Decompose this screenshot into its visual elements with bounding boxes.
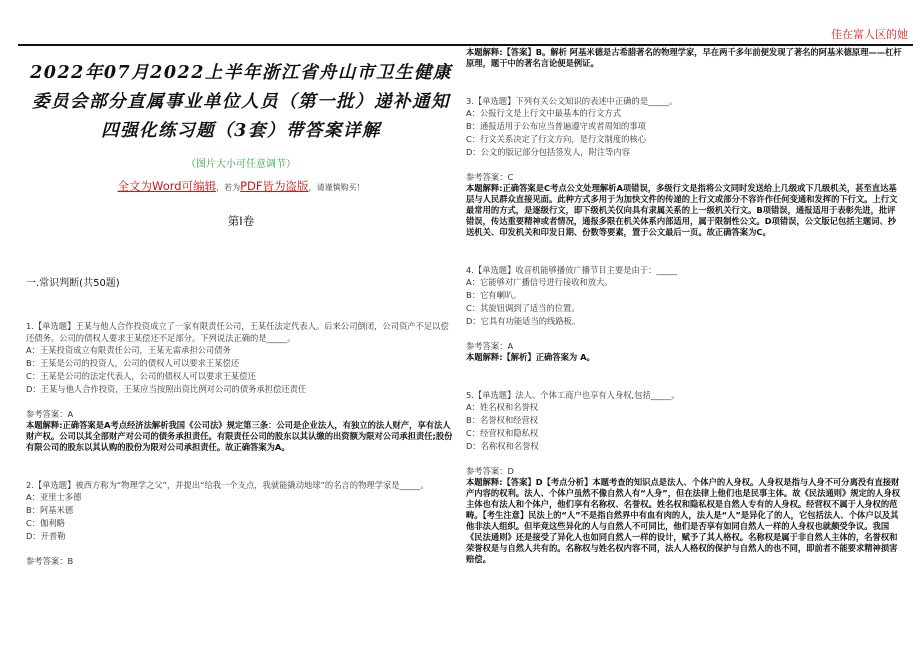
top-bar: [0, 0, 920, 45]
option-c: C：经营权和隐私权: [466, 428, 539, 438]
explanation: 本题解释:正确答案是A考点经济法解析我国《公司法》规定第三条：公司是企业法人，有独立的法人财产，享有法人财产权。公司以其全部财产对公司的债务承担责任。有限责任公司的股东以其认缴的出资额为限对公司承担责任;股份有限公司的股东以其认购的股份为限对公司承担责任。故正确答案为A。: [26, 420, 453, 452]
option-b: B：名誉权和经营权: [466, 415, 539, 425]
right-column: [466, 47, 902, 565]
answer: 参考答案：A: [26, 409, 74, 419]
question-stem: 5.【单选题】法人、个体工商户也享有人身权,包括_____。: [466, 390, 680, 400]
section-heading: 一.常识判断(共50题): [26, 278, 120, 289]
option-a: A：它能够对广播信号进行接收和放大。: [466, 277, 613, 287]
option-a: A：公报行文是上行文中最基本的行文方式: [466, 108, 622, 118]
explanation: 本题解释:【解析】正确答案为 A。: [466, 352, 595, 362]
option-a: A：王某投资成立有限责任公司，王某无需承担公司债务: [26, 345, 231, 355]
explanation: 本题解释:正确答案是C考点公文处理解析A项错误，多级行文是指将公文同时发送给上几级或下几级机关，甚至直达基层与人民群众直接见面。此种方式多用于为加快文件的传递的上行文或部分不容许作任何变通和发挥的下行文。上行文最常用的方式，是逐级行文，即下级机关仅向具有隶属关系的上一级机关行文。B项错误，通报适用于表彰先进，批评错误，传达重要精神或者情况，通报多限在机关体系内部适用，属于限制性公文。D项错误，公文版记包括主题词、抄送机关、印发机关和印发日期、份数等要素，置于公文最后一页。故正确答案为C。: [466, 183, 898, 237]
image-note: （图片大小可任意调节）: [186, 159, 296, 170]
option-b: B：通报适用于公布应当普遍遵守或者周知的事项: [466, 121, 646, 131]
question-5: [466, 389, 902, 565]
option-d: D：名称权和名誉权: [466, 441, 539, 451]
option-d: D：开普勒: [26, 531, 66, 541]
promo-pdf-link[interactable]: PDF皆为盗版: [240, 179, 309, 193]
option-d: D：王某与他人合作投资，王某应当按照出资比例对公司的债务承担偿还责任: [26, 384, 307, 394]
answer: 参考答案：A: [466, 341, 514, 351]
question-1: [26, 320, 456, 453]
option-a: A：亚里士多德: [26, 492, 82, 502]
promo-word-link[interactable]: 全文为Word可编辑: [117, 179, 217, 193]
promo-tail: ，请谨慎购买！: [308, 183, 365, 192]
question-stem: 2.【单选题】被西方称为“物理学之父”，并提出“给我一个支点，我就能撬动地球”的名言的物理学家是_____。: [26, 480, 429, 490]
option-a: A：姓名权和名誉权: [466, 402, 539, 412]
volume-heading: 第Ⅰ卷: [227, 214, 255, 228]
option-c: C：王某是公司的法定代表人，公司的债权人可以要求王某偿还: [26, 371, 256, 381]
option-b: B：阿基米德: [26, 505, 74, 515]
question-stem: 3.【单选题】下列有关公文知识的表述中正确的是_____。: [466, 96, 678, 106]
promo-line: [26, 178, 456, 194]
option-c: C：其旋钮调到了适当的位置。: [466, 303, 580, 313]
question-stem: 1.【单选题】王某与他人合作投资成立了一家有限责任公司，王某任法定代表人。后来公司倒闭，公司资产不足以偿还债务。公司的债权人要求王某偿还不足部分。下列说法正确的是_____。: [26, 321, 449, 343]
option-b: B：它有喇叭。: [466, 290, 522, 300]
answer: 参考答案：D: [466, 466, 514, 476]
document-title: 2022年07月2022上半年浙江省舟山市卫生健康委员会部分直属事业单位人员（第一批）递补通知四强化练习题（3套）带答案详解: [30, 63, 452, 141]
header-rule: [18, 44, 913, 46]
option-c: C：行文关系决定了行文方向，是行文制度的核心: [466, 134, 647, 144]
question-3: [466, 95, 902, 238]
watermark: 佳在富人区的她: [831, 28, 908, 41]
question-2: [26, 479, 456, 567]
question-4: [466, 264, 902, 363]
promo-mid: ，若为: [216, 183, 241, 192]
left-column: [26, 47, 456, 567]
option-b: B：王某是公司的投资人，公司的债权人可以要求王某偿还: [26, 358, 240, 368]
explanation: 本题解释:【答案】D【考点分析】本题考查的知识点是法人、个体户的人身权。人身权是指与人身不可分离没有直接财产内容的权利。法人、个体户虽然不像自然人有“人身”，但在法律上他们也是民事主体。故《民法通则》规定的人身权主体也有法人和个体户，他们享有名称权、名誉权。姓名权和隐私权是自然人专有的人身权。经营权不属于人身权的范畴。【考生注意】民法上的“人”不是指自然界中有血有肉的人，法人是“人”是异化了的人，它包括法人、个体户以及其他非法人组织。但毕竟这些异化的人与自然人不可同比，他们是否享有如同自然人一样的人身权也就颇受争议。我国《民法通则》还是接受了异化人也如同自然人一样的设计，赋予了其人格权。名称权是属于非自然人主体的，名誉权和荣誉权是与自然人共有的。名称权与姓名权内容不同，法人人格权的保护与自然人的也不同，即前者不能要求精神损害赔偿。: [466, 477, 901, 564]
question-stem: 4.【单选题】收音机能够播放广播节目主要是由于：_____: [466, 265, 678, 275]
option-d: D：它具有功能适当的线路板。: [466, 316, 581, 326]
option-d: D：公文的版记部分包括签发人，附注等内容: [466, 147, 631, 157]
explanation: 本题解释:【答案】B。解析 阿基米德是古希腊著名的物理学家，早在两千多年前便发现了著名的阿基米德原理——杠杆原理，题干中的著名言论便是例证。: [466, 47, 902, 68]
option-c: C：伽利略: [26, 518, 65, 528]
answer: 参考答案：B: [26, 556, 74, 566]
answer: 参考答案：C: [466, 172, 514, 182]
